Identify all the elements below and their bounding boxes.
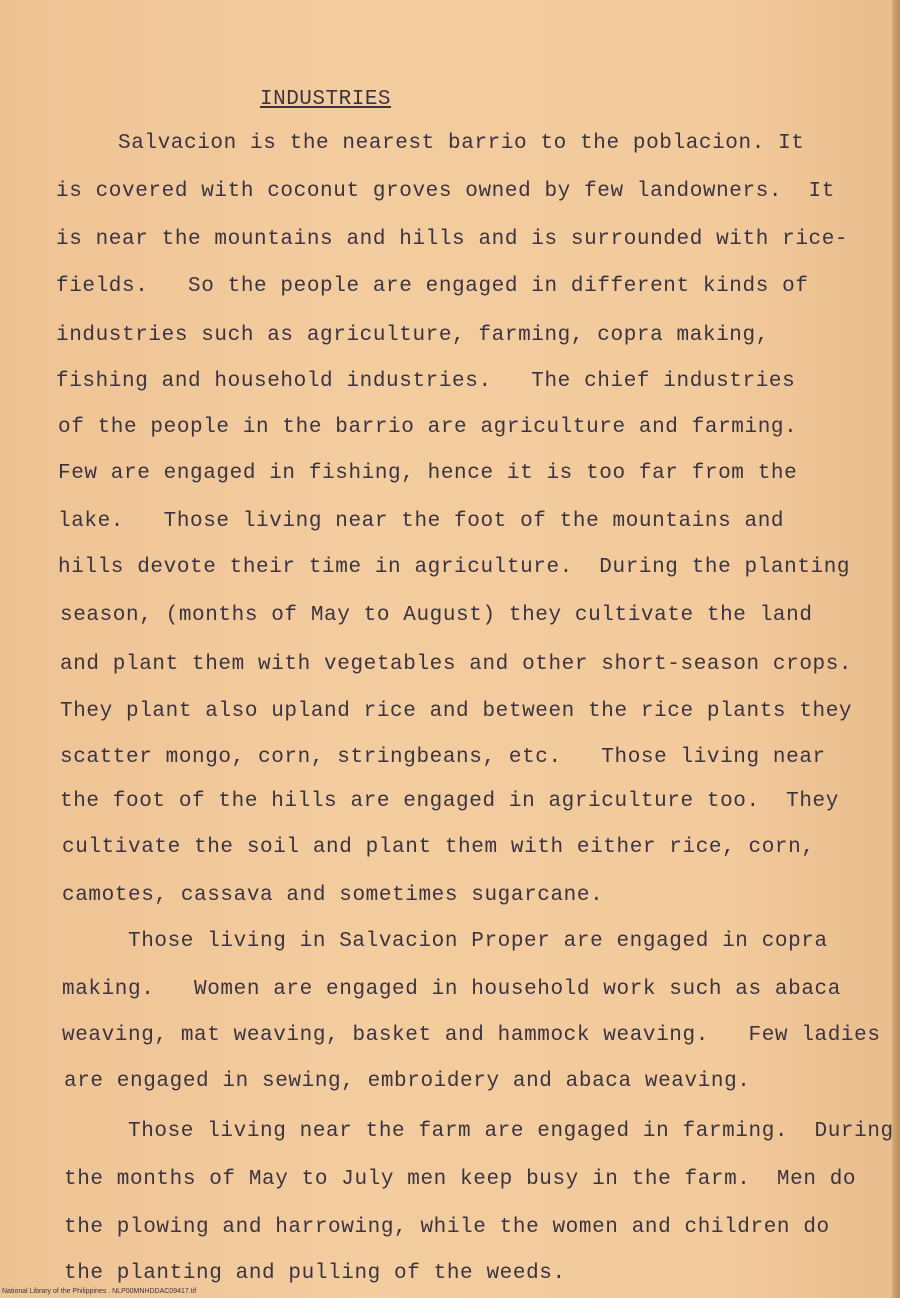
- text-line: is covered with coconut groves owned by few landowners. It: [56, 180, 835, 203]
- text-line: weaving, mat weaving, basket and hammock weaving. Few ladies: [62, 1024, 881, 1047]
- text-line: hills devote their time in agriculture. During the planting: [58, 556, 851, 579]
- text-line: season, (months of May to August) they cultivate the land: [60, 604, 813, 627]
- text-line: fields. So the people are engaged in different kinds of: [56, 275, 809, 298]
- text-line: Few are engaged in fishing, hence it is too far from the: [58, 462, 798, 485]
- text-line: They plant also upland rice and between the rice plants they: [60, 700, 853, 723]
- text-line: fishing and household industries. The chief industries: [56, 370, 796, 393]
- text-line: Salvacion is the nearest barrio to the poblacion. It: [118, 132, 805, 155]
- text-line: is near the mountains and hills and is surrounded with rice-: [56, 228, 849, 251]
- text-line: the months of May to July men keep busy in the farm. Men do: [64, 1168, 857, 1191]
- text-line: the plowing and harrowing, while the women and children do: [64, 1216, 830, 1239]
- text-line: cultivate the soil and plant them with either rice, corn,: [62, 836, 815, 859]
- text-line: are engaged in sewing, embroidery and abaca weaving.: [64, 1070, 751, 1093]
- page-edge: [892, 0, 900, 1298]
- text-line: and plant them with vegetables and other short-season crops.: [60, 653, 853, 676]
- text-line: the foot of the hills are engaged in agriculture too. They: [60, 790, 839, 813]
- text-line: lake. Those living near the foot of the mountains and: [58, 510, 785, 533]
- text-line: of the people in the barrio are agriculture and farming.: [58, 416, 798, 439]
- text-line: the planting and pulling of the weeds.: [64, 1262, 566, 1285]
- text-line: Those living in Salvacion Proper are engaged in copra: [128, 930, 828, 953]
- text-line: scatter mongo, corn, stringbeans, etc. Those living near: [60, 746, 826, 769]
- page-title: INDUSTRIES: [260, 88, 392, 111]
- text-line: industries such as agriculture, farming, copra making,: [56, 324, 769, 347]
- text-line: Those living near the farm are engaged in farming. During: [128, 1120, 894, 1143]
- text-line: camotes, cassava and sometimes sugarcane.: [62, 884, 604, 907]
- text-line: making. Women are engaged in household work such as abaca: [62, 978, 841, 1001]
- archive-footer: National Library of the Philippines . NLP00MNHDDAC09417.tif: [2, 1288, 197, 1295]
